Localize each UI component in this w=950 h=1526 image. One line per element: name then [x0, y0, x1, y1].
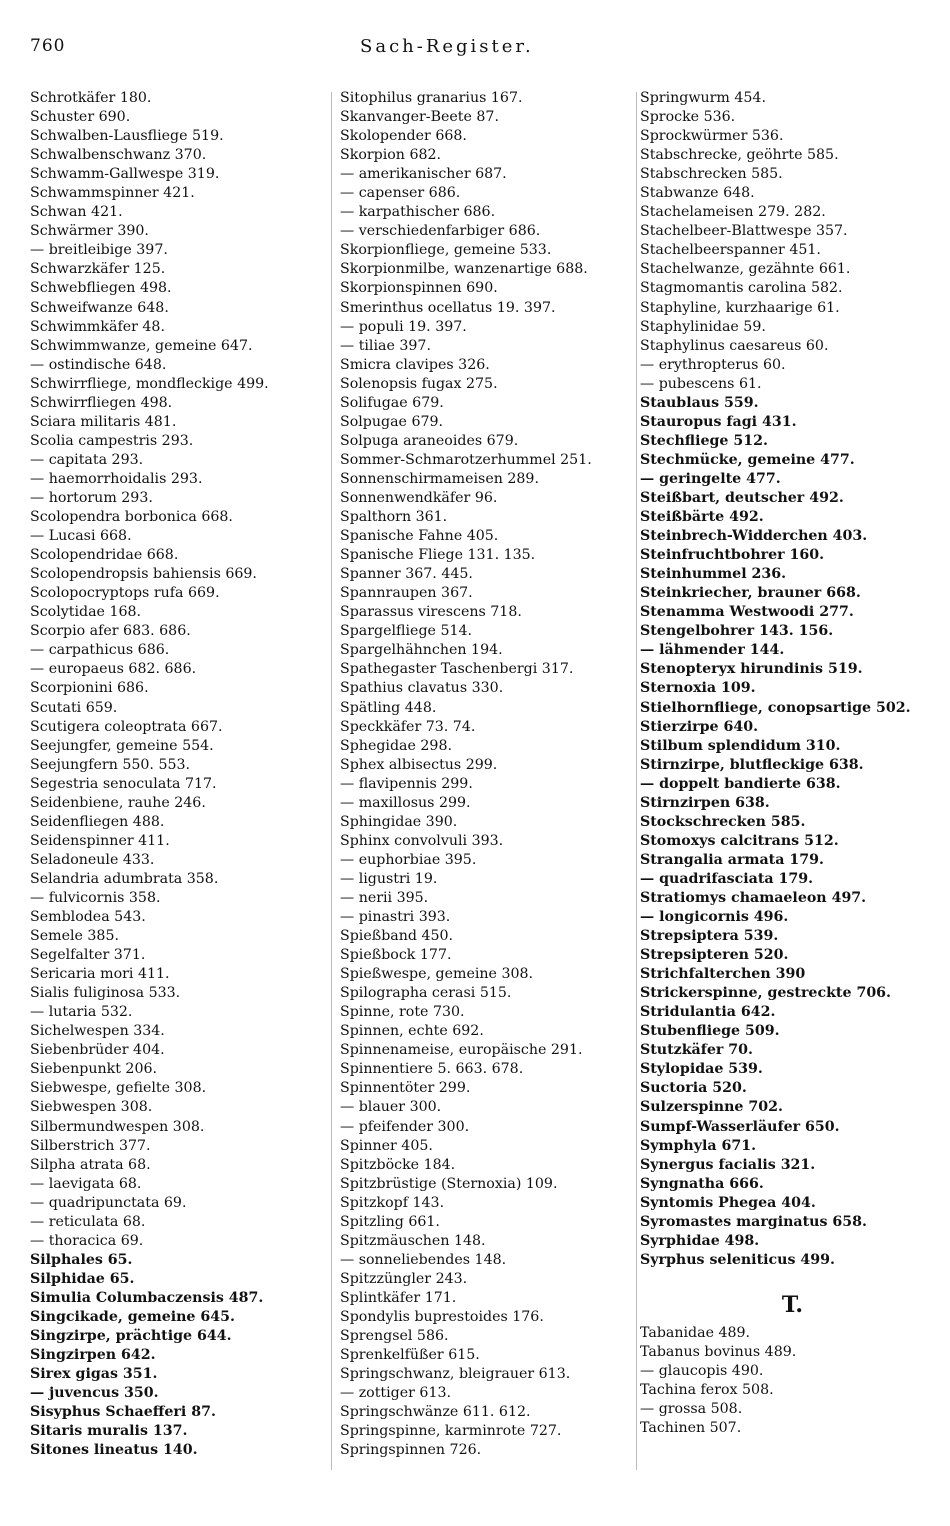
index-entry: Segestria senoculata 717. [30, 775, 217, 792]
index-entry: Stockschrecken 585. [640, 813, 806, 830]
index-entry: Syromastes marginatus 658. [640, 1213, 867, 1230]
index-entry: — blauer 300. [340, 1099, 442, 1116]
index-entry: Stechfliege 512. [640, 432, 768, 449]
index-entry: Sprenkelfüßer 615. [340, 1347, 480, 1364]
index-entry: Skorpionfliege, gemeine 533. [340, 242, 552, 259]
index-entry: Strepsipteren 520. [640, 947, 789, 964]
index-entry: Sialis fuliginosa 533. [30, 985, 181, 1002]
index-entry: — nerii 395. [340, 889, 429, 906]
column-divider-2 [636, 92, 637, 1470]
index-entry: Schwirrfliege, mondfleckige 499. [30, 375, 269, 392]
index-entry: — pfeifender 300. [340, 1118, 470, 1135]
index-entry: — haemorrhoidalis 293. [30, 470, 203, 487]
index-entry: Schwammspinner 421. [30, 185, 195, 202]
index-entry: Stratiomys chamaeleon 497. [640, 889, 867, 906]
index-entry: Symphyla 671. [640, 1137, 757, 1154]
index-entry: Stenopteryx hirundinis 519. [640, 661, 863, 678]
index-entry: Siebenpunkt 206. [30, 1061, 158, 1078]
index-entry: Sitophilus granarius 167. [340, 90, 523, 106]
index-entry: Singzirpen 642. [30, 1347, 156, 1364]
index-column-3-entries [640, 89, 945, 1270]
index-entry: Sternoxia 109. [640, 680, 756, 697]
index-entry: Stabschrecke, geöhrte 585. [640, 147, 839, 164]
index-entry: Splintkäfer 171. [340, 1289, 457, 1306]
index-entry: — sonneliebendes 148. [340, 1251, 507, 1268]
index-entry: Stilbum splendidum 310. [640, 737, 841, 754]
index-entry: — capitata 293. [30, 451, 144, 468]
index-entry: Staphylinidae 59. [640, 318, 766, 335]
index-entry: Scutigera coleoptrata 667. [30, 718, 223, 735]
index-entry: Sciara militaris 481. [30, 413, 177, 430]
index-entry: Sumpf-Wasserläufer 650. [640, 1118, 840, 1135]
index-entry: Simulia Columbaczensis 487. [30, 1289, 264, 1306]
index-entry: Stielhornfliege, conopsartige 502. [640, 699, 911, 716]
index-entry: Skanvanger-Beete 87. [340, 109, 499, 126]
index-entry: — glaucopis 490. [640, 1363, 764, 1379]
index-entry: Spilographa cerasi 515. [340, 985, 512, 1002]
index-entry: Stagmomantis carolina 582. [640, 280, 843, 297]
index-entry: — lutaria 532. [30, 1004, 133, 1021]
index-entry: Stechmücke, gemeine 477. [640, 451, 855, 468]
index-entry: Scorpionini 686. [30, 680, 149, 697]
index-entry: Sphegidae 298. [340, 737, 452, 754]
index-entry: Springschwanz, bleigrauer 613. [340, 1366, 571, 1383]
index-entry: Selandria adumbrata 358. [30, 870, 219, 887]
index-entry: Stierzirpe 640. [640, 718, 759, 735]
index-entry: Seladoneule 433. [30, 851, 155, 868]
index-entry: — tiliae 397. [340, 337, 431, 354]
index-entry: Springspinne, karminrote 727. [340, 1423, 562, 1440]
index-column-2 [340, 89, 630, 1460]
index-entry: — pubescens 61. [640, 375, 762, 392]
index-entry: Silphales 65. [30, 1251, 133, 1268]
index-entry: Steinkriecher, brauner 668. [640, 585, 861, 602]
index-entry: Sonnenwendkäfer 96. [340, 489, 498, 506]
index-entry: Spargelhähnchen 194. [340, 642, 503, 659]
index-entry: Sprengsel 586. [340, 1328, 449, 1345]
column-divider-1 [331, 92, 332, 1470]
index-entry: Synergus facialis 321. [640, 1156, 816, 1173]
index-entry: Sirex gigas 351. [30, 1366, 158, 1383]
index-entry: Scolopocryptops rufa 669. [30, 585, 220, 602]
index-entry: — juvencus 350. [30, 1385, 159, 1402]
index-entry: Spannraupen 367. [340, 585, 473, 602]
index-entry: Springspinnen 726. [340, 1442, 482, 1459]
index-entry: Steißbärte 492. [640, 509, 764, 526]
index-entry: Spinnen, echte 692. [340, 1023, 484, 1040]
index-entry: Stachelbeerspanner 451. [640, 242, 821, 259]
index-entry: Smerinthus ocellatus 19. 397. [340, 299, 556, 316]
index-entry: Sonnenschirmameisen 289. [340, 470, 539, 487]
index-entry: — fulvicornis 358. [30, 889, 161, 906]
index-entry: Spießband 450. [340, 928, 454, 945]
index-entry: Schrotkäfer 180. [30, 90, 152, 106]
index-entry: Segelfalter 371. [30, 947, 146, 964]
index-entry: Schwimmkäfer 48. [30, 318, 165, 335]
index-entry: Semblodea 543. [30, 909, 146, 926]
index-entry: Spinnenameise, europäische 291. [340, 1042, 583, 1059]
index-entry: Schwalben-Lausfliege 519. [30, 128, 224, 145]
index-entry: Stachelbeer-Blattwespe 357. [640, 223, 848, 240]
index-entry: Scutati 659. [30, 699, 118, 716]
index-entry: Staublaus 559. [640, 394, 759, 411]
index-entry: Syntomis Phegea 404. [640, 1194, 816, 1211]
index-entry: Spanische Fliege 131. 135. [340, 547, 536, 564]
index-entry: Stachelwanze, gezähnte 661. [640, 261, 851, 278]
index-entry: — erythropterus 60. [640, 356, 786, 373]
index-entry: — geringelte 477. [640, 470, 781, 487]
index-entry: Sitones lineatus 140. [30, 1442, 198, 1459]
index-entry: — zottiger 613. [340, 1385, 452, 1402]
index-entry: — lähmender 144. [640, 642, 785, 659]
index-entry: Steinfruchtbohrer 160. [640, 547, 825, 564]
index-entry: — verschiedenfarbiger 686. [340, 223, 541, 240]
page-number: 760 [30, 36, 66, 56]
index-entry: Springschwänze 611. 612. [340, 1404, 531, 1421]
index-entry: Steinhummel 236. [640, 566, 787, 583]
index-entry: Spitzling 661. [340, 1213, 440, 1230]
running-head: Sach-Register. [360, 36, 534, 57]
index-entry: Sphinx convolvuli 393. [340, 832, 504, 849]
index-entry: Seidenbiene, rauhe 246. [30, 794, 206, 811]
index-entry: — euphorbiae 395. [340, 851, 477, 868]
index-entry: Syngnatha 666. [640, 1175, 764, 1192]
index-entry: Sisyphus Schaefferi 87. [30, 1404, 216, 1421]
index-entry: Skorpionmilbe, wanzenartige 688. [340, 261, 588, 278]
index-entry: Solpugae 679. [340, 413, 444, 430]
index-entry: Sericaria mori 411. [30, 966, 170, 983]
index-entry: — quadripunctata 69. [30, 1194, 187, 1211]
index-entry: Tabanus bovinus 489. [640, 1343, 797, 1360]
index-entry: Stirnzirpe, blutfleckige 638. [640, 756, 864, 773]
index-entry: Siebenbrüder 404. [30, 1042, 165, 1059]
index-entry: Scolopendra borbonica 668. [30, 509, 233, 526]
index-entry: Scorpio afer 683. 686. [30, 623, 191, 640]
index-entry: Schwärmer 390. [30, 223, 149, 240]
index-column-1 [30, 89, 325, 1460]
index-entry: Stauropus fagi 431. [640, 413, 797, 430]
section-t-entries [640, 1324, 945, 1438]
index-entry: Tachina ferox 508. [640, 1382, 774, 1399]
index-entry: Strichfalterchen 390 [640, 966, 806, 983]
index-entry: — quadrifasciata 179. [640, 870, 814, 887]
index-entry: Silberstrich 377. [30, 1137, 151, 1154]
index-entry: — carpathicus 686. [30, 642, 170, 659]
index-entry: Scolopendridae 668. [30, 547, 179, 564]
index-entry: Scolia campestris 293. [30, 432, 194, 449]
index-entry: Spinnentöter 299. [340, 1080, 471, 1097]
index-entry: Spondylis buprestoides 176. [340, 1309, 544, 1325]
index-entry: Staphyline, kurzhaarige 61. [640, 299, 840, 316]
index-entry: Seidenfliegen 488. [30, 813, 165, 830]
index-entry: — europaeus 682. 686. [30, 661, 197, 678]
index-entry: Stabwanze 648. [640, 185, 755, 202]
index-entry: Spitzböcke 184. [340, 1156, 456, 1173]
index-entry: Silphidae 65. [30, 1270, 135, 1287]
index-entry: Spießbock 177. [340, 947, 452, 964]
index-entry: Seejungfer, gemeine 554. [30, 737, 214, 754]
index-entry: — breitleibige 397. [30, 242, 168, 259]
index-entry: Stutzkäfer 70. [640, 1042, 753, 1059]
index-entry: — reticulata 68. [30, 1213, 146, 1230]
index-entry: Stridulantia 642. [640, 1004, 776, 1021]
index-entry: — ligustri 19. [340, 870, 438, 887]
index-entry: — amerikanischer 687. [340, 166, 507, 183]
index-entry: — longicornis 496. [640, 909, 789, 926]
index-entry: — pinastri 393. [340, 909, 451, 926]
index-entry: Siebwespen 308. [30, 1099, 153, 1116]
index-entry: — ostindische 648. [30, 356, 167, 373]
index-entry: Spitzmäuschen 148. [340, 1232, 486, 1249]
index-entry: Stirnzirpen 638. [640, 794, 770, 811]
index-entry: — capenser 686. [340, 185, 461, 202]
index-entry: Stomoxys calcitrans 512. [640, 832, 839, 849]
index-entry: Singcikade, gemeine 645. [30, 1309, 235, 1325]
index-entry: Sichelwespen 334. [30, 1023, 165, 1040]
section-letter-t: T. [781, 1291, 804, 1318]
index-entry: Schwebfliegen 498. [30, 280, 172, 297]
index-entry: Spinne, rote 730. [340, 1004, 465, 1021]
index-entry: Solifugae 679. [340, 394, 444, 411]
index-entry: Spinner 405. [340, 1137, 433, 1154]
index-entry: — Lucasi 668. [30, 528, 132, 545]
index-entry: Speckkäfer 73. 74. [340, 718, 476, 735]
index-entry: Schwan 421. [30, 204, 123, 221]
index-entry: Steinbrech-Widderchen 403. [640, 528, 868, 545]
index-entry: Tabanidae 489. [640, 1324, 751, 1341]
index-entry: Spitzbrüstige (Sternoxia) 109. [340, 1175, 558, 1192]
index-entry: Schwarzkäfer 125. [30, 261, 166, 278]
index-entry: — hortorum 293. [30, 489, 153, 506]
index-entry: Silpha atrata 68. [30, 1156, 151, 1173]
index-entry: Stubenfliege 509. [640, 1023, 780, 1040]
index-entry: Spitzzüngler 243. [340, 1270, 468, 1287]
index-entry: Skolopender 668. [340, 128, 467, 145]
index-entry: Spätling 448. [340, 699, 437, 716]
index-entry: — thoracica 69. [30, 1232, 144, 1249]
index-entry: Semele 385. [30, 928, 119, 945]
index-entry: Spitzkopf 143. [340, 1194, 445, 1211]
index-entry: Schwimmwanze, gemeine 647. [30, 337, 253, 354]
index-entry: Spathius clavatus 330. [340, 680, 504, 697]
index-entry: Staphylinus caesareus 60. [640, 337, 829, 354]
index-entry: Sommer-Schmarotzerhummel 251. [340, 451, 592, 468]
index-entry: Solenopsis fugax 275. [340, 375, 498, 392]
index-entry: Scolopendropsis bahiensis 669. [30, 566, 257, 583]
index-entry: Strangalia armata 179. [640, 851, 824, 868]
index-entry: Sulzerspinne 702. [640, 1099, 783, 1116]
index-entry: Syrphus seleniticus 499. [640, 1251, 835, 1268]
index-entry: Schwalbenschwanz 370. [30, 147, 207, 164]
index-entry: Silbermundwespen 308. [30, 1118, 205, 1135]
index-entry: Spanner 367. 445. [340, 566, 473, 583]
index-entry: Scolytidae 168. [30, 604, 142, 621]
index-entry: Suctoria 520. [640, 1080, 747, 1097]
index-entry: Spanische Fahne 405. [340, 528, 499, 545]
index-entry: — flavipennis 299. [340, 775, 473, 792]
index-entry: Sprocke 536. [640, 109, 736, 126]
index-entry: — laevigata 68. [30, 1175, 142, 1192]
index-entry: Sparassus virescens 718. [340, 604, 522, 621]
index-entry: Sphex albisectus 299. [340, 756, 498, 773]
index-entry: Smicra clavipes 326. [340, 356, 490, 373]
index-entry: Spießwespe, gemeine 308. [340, 966, 534, 983]
index-entry: Sprockwürmer 536. [640, 128, 784, 145]
index-entry: Strickerspinne, gestreckte 706. [640, 985, 891, 1002]
index-entry: Skorpion 682. [340, 147, 442, 164]
index-entry: — populi 19. 397. [340, 318, 467, 335]
index-entry: Solpuga araneoides 679. [340, 432, 519, 449]
index-entry: Spalthorn 361. [340, 509, 448, 526]
index-entry: — doppelt bandierte 638. [640, 775, 841, 792]
index-entry: Spargelfliege 514. [340, 623, 473, 640]
index-entry: Schuster 690. [30, 109, 131, 126]
index-entry: Siebwespe, gefielte 308. [30, 1080, 207, 1097]
index-entry: Stachelameisen 279. 282. [640, 204, 826, 221]
index-entry: Spinnentiere 5. 663. 678. [340, 1061, 524, 1078]
index-entry: Spathegaster Taschenbergi 317. [340, 661, 574, 678]
index-entry: Seejungfern 550. 553. [30, 756, 191, 773]
index-entry: Strepsiptera 539. [640, 928, 779, 945]
index-entry: — karpathischer 686. [340, 204, 496, 221]
index-entry: Springwurm 454. [640, 90, 766, 106]
index-entry: Sitaris muralis 137. [30, 1423, 188, 1440]
index-entry: Sphingidae 390. [340, 813, 458, 830]
index-entry: — grossa 508. [640, 1401, 743, 1418]
index-entry: Stenamma Westwoodi 277. [640, 604, 854, 621]
index-entry: Schwirrfliegen 498. [30, 394, 173, 411]
index-entry: Syrphidae 498. [640, 1232, 760, 1249]
index-entry: Schwamm-Gallwespe 319. [30, 166, 220, 183]
index-entry: Skorpionspinnen 690. [340, 280, 498, 297]
index-entry: Singzirpe, prächtige 644. [30, 1328, 232, 1345]
index-column-3 [640, 89, 945, 1438]
index-entry: Schweifwanze 648. [30, 299, 169, 316]
index-entry: Stengelbohrer 143. 156. [640, 623, 834, 640]
index-entry: Seidenspinner 411. [30, 832, 170, 849]
index-entry: Stabschrecken 585. [640, 166, 783, 183]
index-entry: Stylopidae 539. [640, 1061, 763, 1078]
index-entry: Tachinen 507. [640, 1420, 742, 1437]
index-entry: — maxillosus 299. [340, 794, 471, 811]
index-entry: Steißbart, deutscher 492. [640, 489, 844, 506]
